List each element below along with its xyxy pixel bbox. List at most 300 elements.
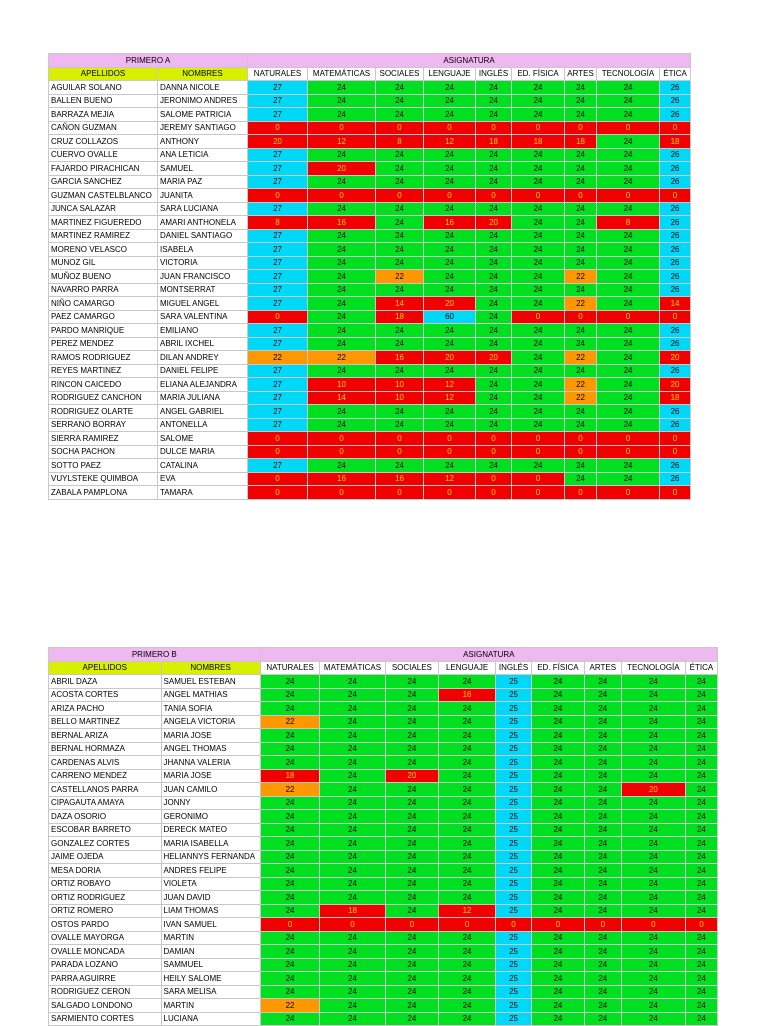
cell-grade: 25 — [495, 783, 531, 797]
cell-grade: 0 — [424, 445, 476, 459]
cell-grade: 24 — [565, 337, 597, 351]
cell-grade: 24 — [532, 931, 585, 945]
cell-grade: 25 — [495, 1012, 531, 1026]
cell-grade: 24 — [512, 162, 565, 176]
cell-grade: 14 — [308, 391, 376, 405]
cell-apellidos: ACOSTA CORTES — [49, 688, 162, 702]
cell-grade: 24 — [385, 810, 439, 824]
cell-grade: 24 — [621, 729, 685, 743]
cell-grade: 60 — [424, 310, 476, 324]
cell-grade: 24 — [385, 972, 439, 986]
cell-apellidos: ABRIL DAZA — [49, 675, 162, 689]
cell-grade: 24 — [376, 459, 424, 473]
cell-grade: 0 — [476, 121, 512, 135]
cell-grade: 24 — [584, 783, 621, 797]
cell-grade: 24 — [597, 270, 660, 284]
cell-grade: 24 — [532, 958, 585, 972]
cell-grade: 0 — [597, 432, 660, 446]
cell-grade: 27 — [248, 256, 308, 270]
cell-grade: 0 — [308, 121, 376, 135]
cell-nombres: SARA LUCIANA — [158, 202, 248, 216]
cell-grade: 24 — [439, 999, 496, 1013]
cell-grade: 25 — [495, 985, 531, 999]
cell-grade: 24 — [584, 675, 621, 689]
cell-grade: 0 — [685, 918, 717, 932]
cell-grade: 25 — [495, 688, 531, 702]
column-header-subject: LENGUAJE — [439, 661, 496, 675]
cell-grade: 0 — [565, 121, 597, 135]
cell-grade: 24 — [597, 418, 660, 432]
cell-nombres: JHANNA VALERIA — [161, 756, 260, 770]
cell-grade: 24 — [685, 810, 717, 824]
cell-grade: 27 — [248, 81, 308, 95]
cell-apellidos: PARDO MANRIQUE — [49, 324, 158, 338]
column-header-apellidos: APELLIDOS — [49, 67, 158, 81]
cell-grade: 24 — [512, 297, 565, 311]
cell-grade: 24 — [476, 405, 512, 419]
cell-grade: 24 — [532, 1012, 585, 1026]
cell-grade: 24 — [584, 837, 621, 851]
cell-nombres: JONNY — [161, 796, 260, 810]
cell-grade: 24 — [597, 472, 660, 486]
cell-grade: 24 — [565, 459, 597, 473]
cell-grade: 24 — [308, 310, 376, 324]
cell-nombres: DANNA NICOLE — [158, 81, 248, 95]
cell-grade: 0 — [260, 918, 320, 932]
column-header-subject: TECNOLOGÍA — [621, 661, 685, 675]
cell-grade: 24 — [512, 459, 565, 473]
cell-grade: 24 — [476, 270, 512, 284]
table-row — [49, 729, 718, 743]
cell-grade: 0 — [532, 918, 585, 932]
cell-grade: 24 — [424, 324, 476, 338]
cell-apellidos: NAVARRO PARRA — [49, 283, 158, 297]
cell-grade: 26 — [660, 94, 691, 108]
cell-grade: 26 — [660, 324, 691, 338]
cell-grade: 27 — [248, 108, 308, 122]
table-row — [49, 850, 718, 864]
cell-grade: 25 — [495, 742, 531, 756]
table-row — [49, 391, 691, 405]
cell-grade: 24 — [320, 742, 385, 756]
cell-grade: 27 — [248, 175, 308, 189]
column-header-subject: TECNOLOGÍA — [597, 67, 660, 81]
cell-grade: 24 — [565, 81, 597, 95]
cell-nombres: IVAN SAMUEL — [161, 918, 260, 932]
cell-grade: 16 — [439, 688, 496, 702]
cell-apellidos: CRUZ COLLAZOS — [49, 135, 158, 149]
cell-apellidos: JAIME OJEDA — [49, 850, 162, 864]
cell-nombres: MARIA ISABELLA — [161, 837, 260, 851]
cell-grade: 26 — [660, 202, 691, 216]
cell-grade: 24 — [308, 364, 376, 378]
cell-grade: 24 — [597, 378, 660, 392]
cell-grade: 24 — [584, 945, 621, 959]
cell-grade: 24 — [260, 864, 320, 878]
cell-grade: 27 — [248, 202, 308, 216]
cell-grade: 24 — [376, 94, 424, 108]
cell-grade: 27 — [248, 243, 308, 257]
cell-grade: 24 — [260, 823, 320, 837]
cell-grade: 22 — [308, 351, 376, 365]
cell-grade: 24 — [424, 364, 476, 378]
cell-grade: 26 — [660, 256, 691, 270]
cell-grade: 24 — [260, 810, 320, 824]
cell-nombres: ANTHONY — [158, 135, 248, 149]
cell-grade: 20 — [385, 769, 439, 783]
cell-grade: 24 — [584, 769, 621, 783]
cell-grade: 24 — [685, 904, 717, 918]
table-row — [49, 283, 691, 297]
cell-grade: 0 — [565, 310, 597, 324]
cell-grade: 24 — [385, 688, 439, 702]
cell-grade: 26 — [660, 162, 691, 176]
cell-apellidos: CUERVO OVALLE — [49, 148, 158, 162]
cell-grade: 24 — [260, 891, 320, 905]
cell-grade: 22 — [260, 999, 320, 1013]
cell-grade: 0 — [476, 486, 512, 500]
cell-grade: 24 — [308, 94, 376, 108]
cell-grade: 26 — [660, 337, 691, 351]
cell-grade: 24 — [385, 931, 439, 945]
cell-grade: 24 — [621, 769, 685, 783]
cell-grade: 24 — [260, 837, 320, 851]
cell-grade: 24 — [476, 324, 512, 338]
cell-grade: 24 — [621, 688, 685, 702]
cell-apellidos: ORTIZ ROBAYO — [49, 877, 162, 891]
cell-grade: 26 — [660, 108, 691, 122]
table-row — [49, 877, 718, 891]
table-row — [49, 837, 718, 851]
cell-grade: 27 — [248, 94, 308, 108]
cell-grade: 24 — [476, 108, 512, 122]
cell-grade: 24 — [376, 337, 424, 351]
table-row — [49, 445, 691, 459]
cell-grade: 0 — [308, 432, 376, 446]
table-row — [49, 985, 718, 999]
cell-grade: 12 — [439, 904, 496, 918]
grade-table-primero-a — [48, 53, 691, 500]
cell-grade: 24 — [424, 459, 476, 473]
cell-nombres: DULCE MARIA — [158, 445, 248, 459]
table-row — [49, 337, 691, 351]
cell-grade: 24 — [597, 351, 660, 365]
cell-grade: 24 — [424, 162, 476, 176]
table-row — [49, 364, 691, 378]
cell-grade: 24 — [439, 864, 496, 878]
cell-grade: 24 — [385, 702, 439, 716]
column-header-subject: ED. FÍSICA — [512, 67, 565, 81]
column-header-subject: ARTES — [565, 67, 597, 81]
cell-grade: 24 — [308, 283, 376, 297]
cell-grade: 24 — [532, 864, 585, 878]
cell-grade: 25 — [495, 864, 531, 878]
cell-grade: 25 — [495, 891, 531, 905]
cell-grade: 0 — [248, 189, 308, 203]
cell-grade: 24 — [597, 459, 660, 473]
cell-grade: 0 — [597, 189, 660, 203]
cell-grade: 20 — [424, 297, 476, 311]
cell-grade: 24 — [621, 675, 685, 689]
cell-grade: 27 — [248, 270, 308, 284]
cell-grade: 24 — [532, 783, 585, 797]
cell-grade: 24 — [532, 972, 585, 986]
cell-grade: 24 — [584, 931, 621, 945]
group-header: PRIMERO B — [49, 648, 261, 662]
cell-apellidos: PAEZ CAMARGO — [49, 310, 158, 324]
cell-grade: 24 — [512, 337, 565, 351]
cell-grade: 18 — [565, 135, 597, 149]
cell-apellidos: ESCOBAR BARRETO — [49, 823, 162, 837]
cell-grade: 24 — [621, 796, 685, 810]
cell-grade: 27 — [248, 148, 308, 162]
cell-grade: 24 — [685, 783, 717, 797]
cell-grade: 24 — [476, 202, 512, 216]
table-row — [49, 351, 691, 365]
cell-apellidos: REYES MARTINEZ — [49, 364, 158, 378]
cell-grade: 24 — [597, 108, 660, 122]
cell-grade: 8 — [248, 216, 308, 230]
cell-grade: 24 — [476, 229, 512, 243]
cell-grade: 24 — [260, 742, 320, 756]
cell-grade: 24 — [320, 688, 385, 702]
column-header-subject: SOCIALES — [376, 67, 424, 81]
table-row — [49, 675, 718, 689]
cell-grade: 24 — [597, 364, 660, 378]
table-row — [49, 945, 718, 959]
table-row — [49, 297, 691, 311]
cell-grade: 24 — [308, 108, 376, 122]
table-row — [49, 931, 718, 945]
cell-grade: 24 — [685, 1012, 717, 1026]
cell-grade: 0 — [476, 432, 512, 446]
cell-grade: 24 — [308, 270, 376, 284]
cell-nombres: ANGEL MATHIAS — [161, 688, 260, 702]
cell-grade: 14 — [376, 297, 424, 311]
cell-grade: 0 — [424, 432, 476, 446]
cell-grade: 24 — [512, 418, 565, 432]
table-row — [49, 702, 718, 716]
cell-grade: 24 — [512, 270, 565, 284]
cell-grade: 24 — [439, 1012, 496, 1026]
cell-nombres: SARA MELISA — [161, 985, 260, 999]
cell-grade: 24 — [476, 283, 512, 297]
table-row — [49, 891, 718, 905]
cell-grade: 24 — [512, 391, 565, 405]
cell-grade: 24 — [685, 688, 717, 702]
cell-grade: 24 — [597, 135, 660, 149]
table-row — [49, 972, 718, 986]
cell-apellidos: MARTINEZ RAMIREZ — [49, 229, 158, 243]
cell-grade: 24 — [565, 418, 597, 432]
cell-grade: 24 — [320, 985, 385, 999]
cell-grade: 0 — [597, 310, 660, 324]
cell-grade: 24 — [532, 837, 585, 851]
cell-grade: 24 — [439, 783, 496, 797]
cell-grade: 24 — [376, 418, 424, 432]
cell-nombres: SALOME — [158, 432, 248, 446]
cell-apellidos: OVALLE MAYORGA — [49, 931, 162, 945]
cell-grade: 24 — [685, 999, 717, 1013]
cell-apellidos: MORENO VELASCO — [49, 243, 158, 257]
cell-grade: 0 — [424, 121, 476, 135]
column-header-nombres: NOMBRES — [158, 67, 248, 81]
cell-grade: 24 — [597, 256, 660, 270]
cell-grade: 24 — [260, 985, 320, 999]
cell-grade: 0 — [308, 189, 376, 203]
cell-grade: 24 — [685, 877, 717, 891]
cell-grade: 24 — [597, 94, 660, 108]
column-header-subject: ED. FÍSICA — [532, 661, 585, 675]
cell-grade: 24 — [512, 405, 565, 419]
cell-grade: 24 — [260, 931, 320, 945]
cell-grade: 24 — [476, 94, 512, 108]
cell-grade: 24 — [260, 756, 320, 770]
cell-grade: 24 — [308, 202, 376, 216]
cell-grade: 24 — [320, 823, 385, 837]
cell-apellidos: SARMIENTO CORTES — [49, 1012, 162, 1026]
cell-grade: 18 — [260, 769, 320, 783]
table-row — [49, 418, 691, 432]
table-row — [49, 904, 718, 918]
cell-grade: 26 — [660, 229, 691, 243]
cell-apellidos: GONZALEZ CORTES — [49, 837, 162, 851]
cell-apellidos: ORTIZ ROMERO — [49, 904, 162, 918]
cell-grade: 24 — [597, 297, 660, 311]
cell-grade: 24 — [584, 891, 621, 905]
cell-grade: 0 — [376, 121, 424, 135]
cell-grade: 26 — [660, 364, 691, 378]
table-row — [49, 715, 718, 729]
cell-grade: 24 — [439, 715, 496, 729]
cell-apellidos: BALLEN BUENO — [49, 94, 158, 108]
cell-grade: 24 — [376, 108, 424, 122]
cell-grade: 24 — [565, 216, 597, 230]
cell-grade: 24 — [476, 243, 512, 257]
column-header-nombres: NOMBRES — [161, 661, 260, 675]
cell-grade: 24 — [376, 283, 424, 297]
cell-grade: 24 — [584, 823, 621, 837]
cell-apellidos: RINCON CAICEDO — [49, 378, 158, 392]
table-row — [49, 472, 691, 486]
cell-grade: 24 — [424, 337, 476, 351]
cell-grade: 24 — [320, 715, 385, 729]
cell-grade: 24 — [532, 675, 585, 689]
cell-grade: 0 — [376, 189, 424, 203]
cell-apellidos: BELLO MARTINEZ — [49, 715, 162, 729]
cell-grade: 24 — [385, 756, 439, 770]
cell-grade: 24 — [320, 931, 385, 945]
table-row — [49, 486, 691, 500]
cell-grade: 24 — [597, 175, 660, 189]
cell-grade: 24 — [376, 364, 424, 378]
cell-grade: 24 — [376, 243, 424, 257]
cell-grade: 24 — [584, 702, 621, 716]
cell-grade: 0 — [248, 310, 308, 324]
cell-grade: 24 — [439, 877, 496, 891]
column-header-row — [49, 661, 718, 675]
cell-grade: 0 — [512, 310, 565, 324]
cell-apellidos: CASTELLANOS PARRA — [49, 783, 162, 797]
cell-nombres: DAMIAN — [161, 945, 260, 959]
cell-nombres: AMARI ANTHONELA — [158, 216, 248, 230]
cell-grade: 24 — [512, 229, 565, 243]
cell-grade: 24 — [584, 742, 621, 756]
column-header-subject: NATURALES — [260, 661, 320, 675]
cell-grade: 0 — [424, 486, 476, 500]
cell-apellidos: MUÑOZ BUENO — [49, 270, 158, 284]
cell-apellidos: CARDENAS ALVIS — [49, 756, 162, 770]
cell-grade: 24 — [621, 877, 685, 891]
column-header-apellidos: APELLIDOS — [49, 661, 162, 675]
cell-grade: 24 — [385, 783, 439, 797]
cell-grade: 24 — [512, 175, 565, 189]
cell-grade: 25 — [495, 904, 531, 918]
cell-grade: 24 — [385, 675, 439, 689]
cell-nombres: CATALINA — [158, 459, 248, 473]
cell-grade: 24 — [385, 729, 439, 743]
cell-nombres: DILAN ANDREY — [158, 351, 248, 365]
cell-apellidos: CAÑON GUZMAN — [49, 121, 158, 135]
cell-grade: 24 — [584, 864, 621, 878]
cell-grade: 24 — [385, 945, 439, 959]
cell-grade: 20 — [476, 216, 512, 230]
cell-grade: 0 — [660, 432, 691, 446]
cell-grade: 24 — [320, 783, 385, 797]
cell-grade: 16 — [308, 472, 376, 486]
table-row — [49, 459, 691, 473]
cell-grade: 24 — [584, 958, 621, 972]
cell-grade: 24 — [439, 742, 496, 756]
cell-grade: 24 — [621, 931, 685, 945]
cell-apellidos: MUNOZ GIL — [49, 256, 158, 270]
cell-grade: 0 — [512, 121, 565, 135]
cell-nombres: TAMARA — [158, 486, 248, 500]
cell-apellidos: PEREZ MENDEZ — [49, 337, 158, 351]
cell-apellidos: RAMOS RODRIGUEZ — [49, 351, 158, 365]
cell-grade: 24 — [597, 391, 660, 405]
cell-grade: 24 — [597, 283, 660, 297]
cell-grade: 24 — [424, 108, 476, 122]
cell-grade: 24 — [512, 108, 565, 122]
cell-apellidos: NIÑO CAMARGO — [49, 297, 158, 311]
cell-grade: 24 — [565, 256, 597, 270]
cell-grade: 18 — [512, 135, 565, 149]
cell-grade: 24 — [308, 459, 376, 473]
cell-grade: 24 — [621, 945, 685, 959]
cell-grade: 24 — [439, 796, 496, 810]
cell-grade: 24 — [385, 891, 439, 905]
cell-grade: 24 — [584, 985, 621, 999]
cell-grade: 24 — [424, 229, 476, 243]
cell-grade: 0 — [376, 445, 424, 459]
cell-nombres: VIOLETA — [161, 877, 260, 891]
cell-apellidos: SALGADO LONDONO — [49, 999, 162, 1013]
cell-nombres: MIGUEL ANGEL — [158, 297, 248, 311]
cell-grade: 24 — [584, 715, 621, 729]
cell-grade: 0 — [424, 189, 476, 203]
cell-grade: 18 — [376, 310, 424, 324]
cell-nombres: ANTONELLA — [158, 418, 248, 432]
cell-grade: 0 — [565, 486, 597, 500]
cell-grade: 24 — [621, 958, 685, 972]
cell-grade: 24 — [584, 810, 621, 824]
cell-grade: 0 — [565, 432, 597, 446]
cell-grade: 24 — [565, 148, 597, 162]
table-row — [49, 783, 718, 797]
cell-nombres: GERONIMO — [161, 810, 260, 824]
cell-apellidos: BARRAZA MEJIA — [49, 108, 158, 122]
